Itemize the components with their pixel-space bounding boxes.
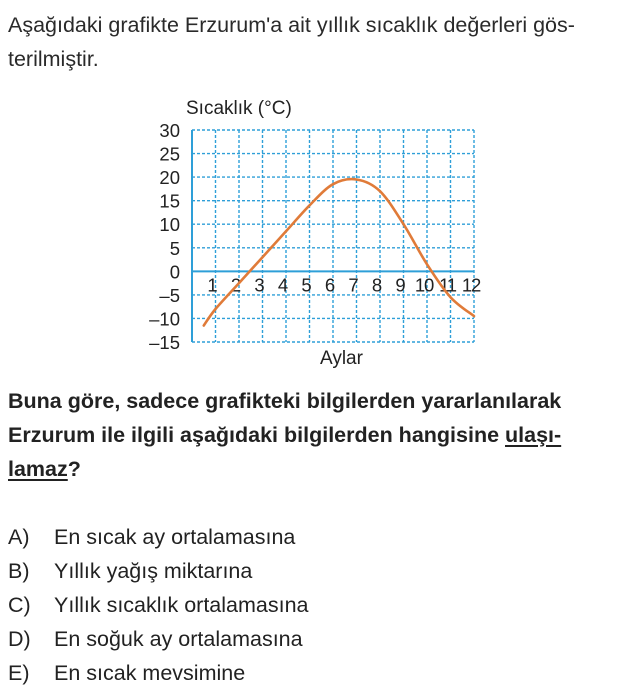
stem-line-3a: lamaz [8,457,68,481]
option-d-text: En soğuk ay ortalamasına [54,627,303,651]
x-tick-label: 11 [439,274,456,296]
answer-options [8,520,309,690]
x-tick-label: 1 [207,274,218,296]
y-axis-label: Sıcaklık (°C) [186,98,292,119]
intro-line-1: Aşağıdaki grafikte Erzurum'a ait yıllık sıcaklık değerleri gös- [8,13,575,37]
y-tick-label: –15 [149,332,180,353]
x-tick-label: 4 [277,274,289,296]
y-tick-label: 10 [159,214,180,236]
y-tick-labels [149,120,180,353]
y-tick-label: 30 [159,120,180,141]
x-tick-label: 12 [461,274,481,296]
option-a-text: En sıcak ay ortalamasına [54,525,296,549]
y-tick-label: –5 [159,284,180,306]
stem-line-3b: ? [67,457,81,481]
stem-line-2a: Erzurum ile ilgili aşağıdaki bilgilerden hangisine [8,423,506,447]
intro-line-2: terilmiştir. [8,47,99,71]
question-intro [8,8,633,76]
x-tick-label: 10 [414,274,434,296]
option-b[interactable] [8,554,309,588]
option-d[interactable] [8,622,309,656]
x-tick-label: 9 [395,274,406,296]
temperature-chart [0,90,643,375]
stem-line-1: Buna göre, sadece grafikteki bilgilerden yararlanılarak [8,389,562,413]
option-e-letter: E) [8,661,30,685]
option-d-letter: D) [8,627,31,651]
option-c-text: Yıllık sıcaklık ortalamasına [54,593,309,617]
stem-line-2b: ulaşı- [505,423,562,447]
chart-grid [192,130,474,342]
x-tick-label: 5 [301,274,312,296]
x-tick-label: 2 [230,274,242,296]
option-e[interactable] [8,656,309,690]
x-tick-label: 3 [254,274,265,296]
option-c-letter: C) [8,593,31,617]
y-tick-label: 20 [159,167,180,189]
x-tick-label: 8 [371,274,383,296]
option-b-text: Yıllık yağış miktarına [54,559,253,583]
x-tick-label: 7 [348,274,359,296]
x-tick-label: 6 [324,274,336,296]
option-c[interactable] [8,588,309,622]
y-tick-label: 25 [159,143,180,165]
question-stem [8,384,633,486]
option-b-letter: B) [8,559,30,583]
y-tick-label: 5 [169,237,180,259]
y-tick-label: –10 [149,308,180,330]
option-e-text: En sıcak mevsimine [54,661,246,685]
y-tick-label: 15 [159,190,180,212]
option-a[interactable] [8,520,309,554]
y-tick-label: 0 [169,261,180,283]
option-a-letter: A) [8,525,30,549]
x-axis-label: Aylar [320,348,363,369]
